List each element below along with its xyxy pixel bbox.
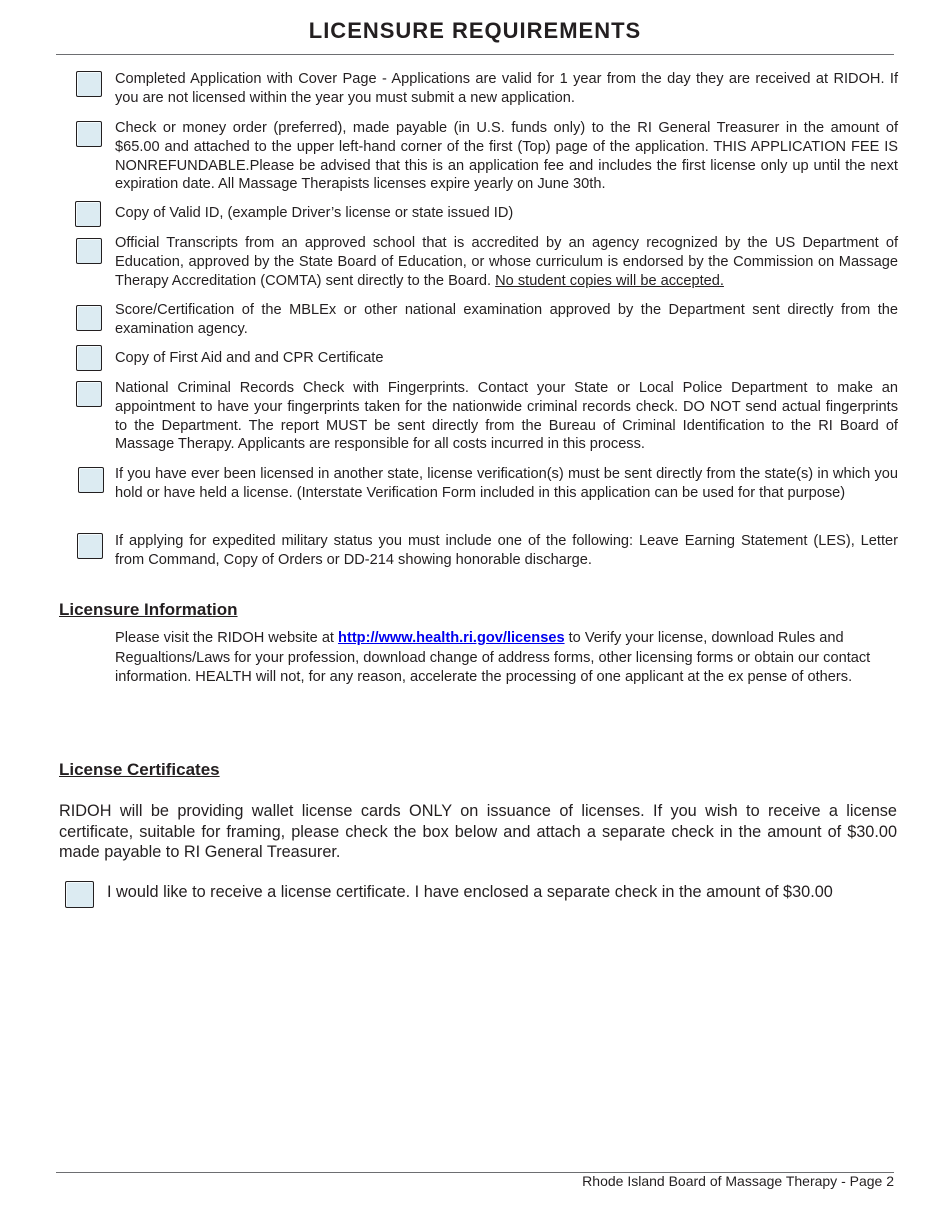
requirement-text-valid-id: Copy of Valid ID, (example Driver’s license or state issued ID) (115, 205, 514, 221)
certificate-request-checkbox[interactable] (65, 881, 94, 908)
requirement-checkbox-transcripts[interactable] (76, 238, 102, 264)
requirement-checkbox-exam[interactable] (76, 305, 102, 331)
requirement-text-license-verification: If you have ever been licensed in another state, license verification(s) must be sent directly from the state(s) in which you hold or have held a license. (Interstate Verification Form included in this application can be used for that purpose) (115, 466, 898, 501)
requirement-checkbox-criminal-check[interactable] (76, 381, 102, 407)
requirement-checkbox-fee[interactable] (76, 121, 102, 147)
requirement-checkbox-license-verification[interactable] (78, 467, 104, 493)
requirement-text-military: If applying for expedited military status you must include one of the following: Leave Earning Statement (LES), Letter from Command, Copy of Orders or DD-214 showing honorable discharge. (115, 533, 898, 568)
requirement-text-application: Completed Application with Cover Page - Applications are valid for 1 year from the day they are received at RIDOH. If you are not licensed within the year you must submit a new application. (115, 71, 898, 106)
licensure-information-text: Please visit the RIDOH website at http://www.health.ri.gov/licenses to Verify your license, download Rules and Regualtions/Laws for your profession, download change of address forms, other licensing forms or obtain our contact information. HEALTH will not, for any reason, accelerate the processing of one applicant at the ex pense of others. (115, 630, 871, 685)
page-footer: Rhode Island Board of Massage Therapy - Page 2 (582, 1173, 894, 1189)
license-certificates-heading: License Certificates (59, 760, 220, 779)
requirement-checkbox-cpr[interactable] (76, 345, 102, 371)
requirement-text-cpr: Copy of First Aid and and CPR Certificate (115, 350, 384, 366)
requirement-checkbox-military[interactable] (77, 533, 103, 559)
requirement-checkbox-application[interactable] (76, 71, 102, 97)
requirement-text-transcripts: Official Transcripts from an approved school that is accredited by an agency recognized by the US Department of Education, approved by the State Board of Education, or whose curriculum is endorsed by the Commission on Massage Therapy Accreditation (COMTA) sent directly to the Board. No student copies will be accepted. (115, 235, 898, 289)
transcripts-note: No student copies will be accepted. (495, 272, 724, 289)
requirement-checkbox-valid-id[interactable] (75, 201, 101, 227)
license-certificates-text: RIDOH will be providing wallet license cards ONLY on issuance of licenses. If you wish to receive a license certificate, suitable for framing, please check the box below and attach a separate check in the amount of $30.00 made payable to RI General Treasurer. (59, 802, 897, 862)
requirement-text-criminal-check: National Criminal Records Check with Fingerprints. Contact your State or Local Police Department to make an appointment to have your fingerprints taken for the nationwide criminal records check. DO NOT send actual fingerprints to the Department. The report MUST be sent directly from the Bureau of Criminal Identification to the RI Board of Massage Therapy. Applicants are responsible for all costs incurred in this process. (115, 380, 898, 453)
requirement-text-exam: Score/Certification of the MBLEx or other national examination approved by the Department sent directly from the examination agency. (115, 302, 898, 337)
header-divider (56, 54, 894, 55)
page-title: LICENSURE REQUIREMENTS (308, 18, 642, 43)
requirement-text-fee: Check or money order (preferred), made payable (in U.S. funds only) to the RI General Treasurer in the amount of $65.00 and attached to the upper left-hand corner of the first (Top) page of the application. THIS APPLICATION FEE IS NONREFUNDABLE.Please be advised that this is an application fee and includes the first license only up until the next expiration date. All Massage Therapists licenses expire yearly on June 30th. (115, 120, 898, 193)
ridoh-licenses-link[interactable]: http://www.health.ri.gov/licenses (338, 630, 565, 646)
certificate-request-label: I would like to receive a license certificate. I have enclosed a separate check in the amount of $30.00 (107, 883, 833, 901)
licensure-information-heading: Licensure Information (59, 600, 238, 619)
